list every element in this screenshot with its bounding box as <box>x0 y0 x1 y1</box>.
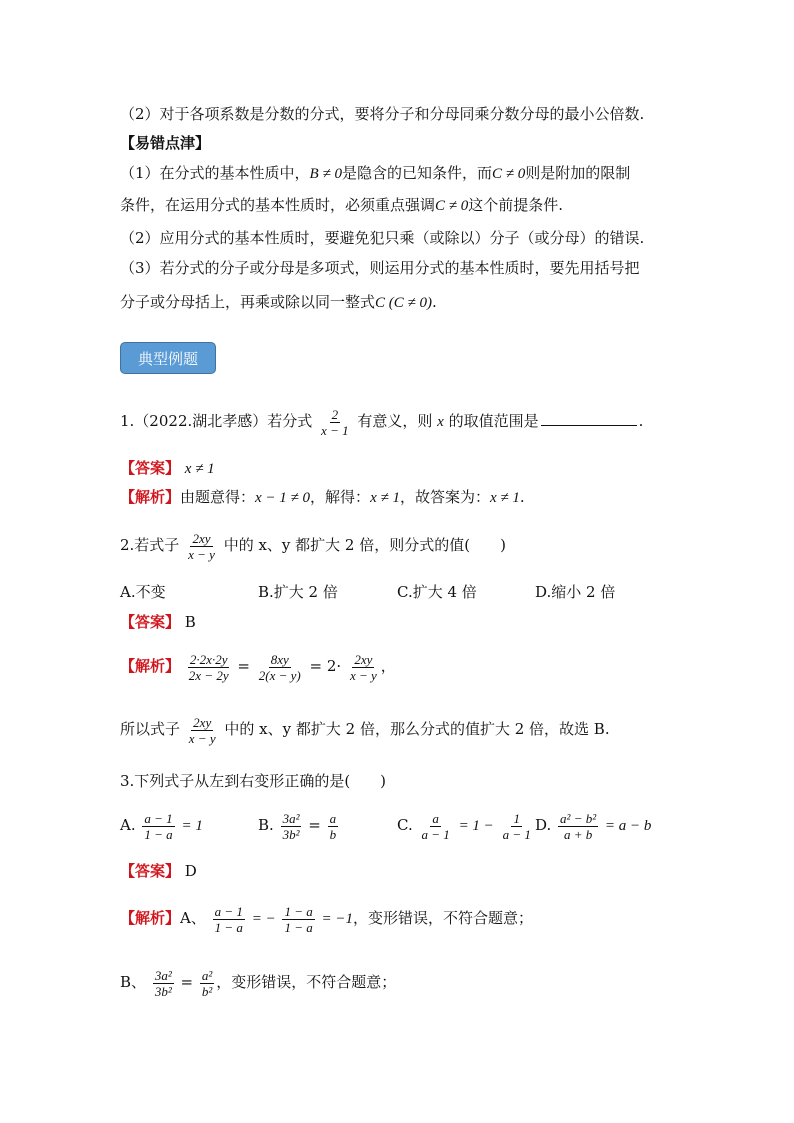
numerator: a − 1 <box>214 903 243 919</box>
denominator: 2x − 2y <box>188 667 229 683</box>
tip-text: 分子或分母括上，再乘或除以同一整式 <box>120 293 376 311</box>
math-expr: = a − b <box>604 818 652 834</box>
math-expr: x − 1 ≠ 0 <box>255 490 311 506</box>
analysis-text: . <box>519 488 525 506</box>
denominator: 3b² <box>282 826 300 842</box>
numerator: 2xy <box>193 714 212 730</box>
numerator: 2xy <box>354 651 373 667</box>
q3-option-d <box>535 808 651 843</box>
math-expr: C (C ≠ 0) <box>375 295 432 311</box>
numerator: a − 1 <box>144 810 173 826</box>
denominator: x − y <box>188 730 216 746</box>
answer-value: B <box>184 613 196 631</box>
math-expr: x ≠ 1 <box>370 490 400 506</box>
q2-option-c: C.扩大 4 倍 <box>397 583 477 601</box>
numerator: 2 <box>331 406 339 422</box>
fraction <box>257 652 303 683</box>
math-var: x <box>437 414 444 430</box>
question-text: 中的 x、y 都扩大 2 倍，则分式的值( ) <box>223 536 506 554</box>
analysis-text: ，解得： <box>310 488 371 506</box>
denominator: 1 − a <box>284 919 313 935</box>
analysis-text: 由题意得： <box>180 488 256 506</box>
numerator: 1 <box>513 810 520 826</box>
tip-3-line-2 <box>120 292 437 313</box>
q3-analysis-b <box>120 964 396 1000</box>
analysis-text: ， <box>380 657 396 675</box>
tip-2 <box>120 228 644 248</box>
q3-option-b <box>258 808 340 842</box>
denominator: a − 1 <box>502 826 531 842</box>
tip-text: 条件，在运用分式的基本性质时，必须重点强调 <box>120 196 436 214</box>
analysis-text: ，变形错误，不符合题意； <box>216 973 397 991</box>
q2-option-d: D.缩小 2 倍 <box>535 583 616 601</box>
math-expr: = 2· <box>309 657 342 675</box>
equals-sign: = <box>237 657 250 675</box>
math-expr: B ≠ 0 <box>309 166 342 182</box>
analysis-text: A、 <box>180 909 206 927</box>
q2-answer <box>120 612 196 632</box>
option-label: A. <box>120 816 136 834</box>
analysis-text: 所以式子 <box>120 720 181 738</box>
tip-text: （3）若分式的分子或分母是多项式，则运用分式的基本性质时，要先用括号把 <box>120 259 640 277</box>
q3-answer <box>120 861 197 881</box>
equals-sign: = <box>308 816 321 834</box>
q1-answer <box>120 458 215 479</box>
fraction <box>281 811 302 842</box>
tip-text: 则是附加的限制 <box>525 164 631 182</box>
fraction <box>501 811 533 842</box>
q3-analysis-a <box>120 898 533 939</box>
fraction <box>420 811 452 842</box>
denominator: b <box>329 826 337 842</box>
numerator: 2·2x·2y <box>189 651 228 667</box>
equals-sign: = <box>180 973 194 991</box>
denominator: 3b² <box>154 983 172 999</box>
tip-text: （2）应用分式的基本性质时，要避免犯只乘（或除以）分子（或分母）的错误. <box>120 229 645 247</box>
analysis-text: ，变形错误，不符合题意； <box>353 909 534 927</box>
fraction <box>186 531 217 562</box>
question-2 <box>120 528 506 562</box>
q1-analysis <box>120 487 525 508</box>
fraction <box>282 904 314 935</box>
question-text: 3.下列式子从左到右变形正确的是( ) <box>120 772 387 790</box>
fraction <box>328 811 339 842</box>
answer-label: 【答案】 <box>120 862 181 880</box>
analysis-text: B、 <box>120 973 147 991</box>
answer-blank <box>541 411 637 426</box>
tip-text: 这个前提条件. <box>468 196 564 214</box>
math-expr: x ≠ 1 <box>489 490 520 506</box>
q2-conclusion <box>120 712 610 746</box>
math-expr: = −1 <box>321 911 354 927</box>
denominator: x − y <box>349 667 377 683</box>
answer-value: D <box>184 862 197 880</box>
question-3 <box>120 771 386 791</box>
answer-label: 【答案】 <box>120 459 181 477</box>
math-expr: = 1 − <box>458 818 494 834</box>
question-text: 有意义，则 <box>357 412 433 430</box>
denominator: 1 − a <box>144 826 173 842</box>
tip-3-line-1 <box>120 258 640 278</box>
tip-1-line-2 <box>120 195 563 216</box>
option-label: D. <box>535 816 552 834</box>
analysis-text: ，故答案为： <box>399 488 490 506</box>
numerator: a² − b² <box>560 810 597 826</box>
numerator: 3a² <box>154 967 172 983</box>
analysis-label: 【解析】 <box>120 909 181 927</box>
numerator: 1 − a <box>284 903 313 919</box>
math-expr: C ≠ 0 <box>435 198 469 214</box>
numerator: 2xy <box>192 530 211 546</box>
q2-option-a: A.不变 <box>120 583 166 601</box>
denominator: 2(x − y) <box>258 667 301 683</box>
question-text: . <box>638 412 644 430</box>
numerator: a <box>329 810 337 826</box>
denominator: 1 − a <box>214 919 243 935</box>
heading-text: 【易错点津】 <box>120 134 211 152</box>
fraction <box>187 652 231 683</box>
fraction <box>200 968 214 999</box>
note-text: （2）对于各项系数是分数的分式，要将分子和分母同乘分数分母的最小公倍数. <box>120 105 645 123</box>
analysis-label: 【解析】 <box>120 657 181 675</box>
fraction <box>187 715 218 746</box>
q3-option-c <box>397 808 535 843</box>
denominator: a + b <box>563 826 593 842</box>
fraction <box>153 968 174 999</box>
q2-option-b: B.扩大 2 倍 <box>258 583 338 601</box>
section-tag-label: 典型例题 <box>137 349 198 368</box>
tip-text: 是隐含的已知条件，而 <box>341 164 492 182</box>
numerator: 8xy <box>270 651 289 667</box>
note-line-1 <box>120 104 644 124</box>
tip-text: . <box>432 293 437 311</box>
denominator: b² <box>201 983 213 999</box>
tip-text: （1）在分式的基本性质中， <box>120 164 310 182</box>
question-text: 1.（2022.湖北孝感）若分式 <box>120 412 313 430</box>
error-tips-heading <box>120 133 210 153</box>
question-text: 2.若式子 <box>120 536 180 554</box>
section-tag-typical-examples <box>120 342 216 374</box>
option-label: C. <box>397 816 413 834</box>
fraction <box>142 811 174 842</box>
tip-1-line-1 <box>120 163 630 184</box>
question-text: 的取值范围是 <box>448 412 539 430</box>
math-expr: = 1 <box>181 818 203 834</box>
answer-value: x ≠ 1 <box>184 461 215 477</box>
denominator: a − 1 <box>421 826 450 842</box>
analysis-text: 中的 x、y 都扩大 2 倍，那么分式的值扩大 2 倍，故选 B. <box>224 720 610 738</box>
q2-analysis <box>120 646 396 686</box>
math-expr: = − <box>251 911 276 927</box>
fraction <box>213 904 245 935</box>
q3-option-a <box>120 808 203 843</box>
analysis-label: 【解析】 <box>120 488 181 506</box>
numerator: 3a² <box>282 810 300 826</box>
answer-label: 【答案】 <box>120 613 181 631</box>
option-label: B. <box>258 816 274 834</box>
denominator: x − y <box>188 546 215 562</box>
question-1 <box>120 404 643 439</box>
fraction <box>348 652 379 683</box>
numerator: a² <box>201 967 213 983</box>
math-expr: C ≠ 0 <box>491 166 526 182</box>
fraction <box>558 811 598 842</box>
denominator: x − 1 <box>321 422 349 438</box>
fraction <box>319 407 351 438</box>
numerator: a <box>432 810 439 826</box>
